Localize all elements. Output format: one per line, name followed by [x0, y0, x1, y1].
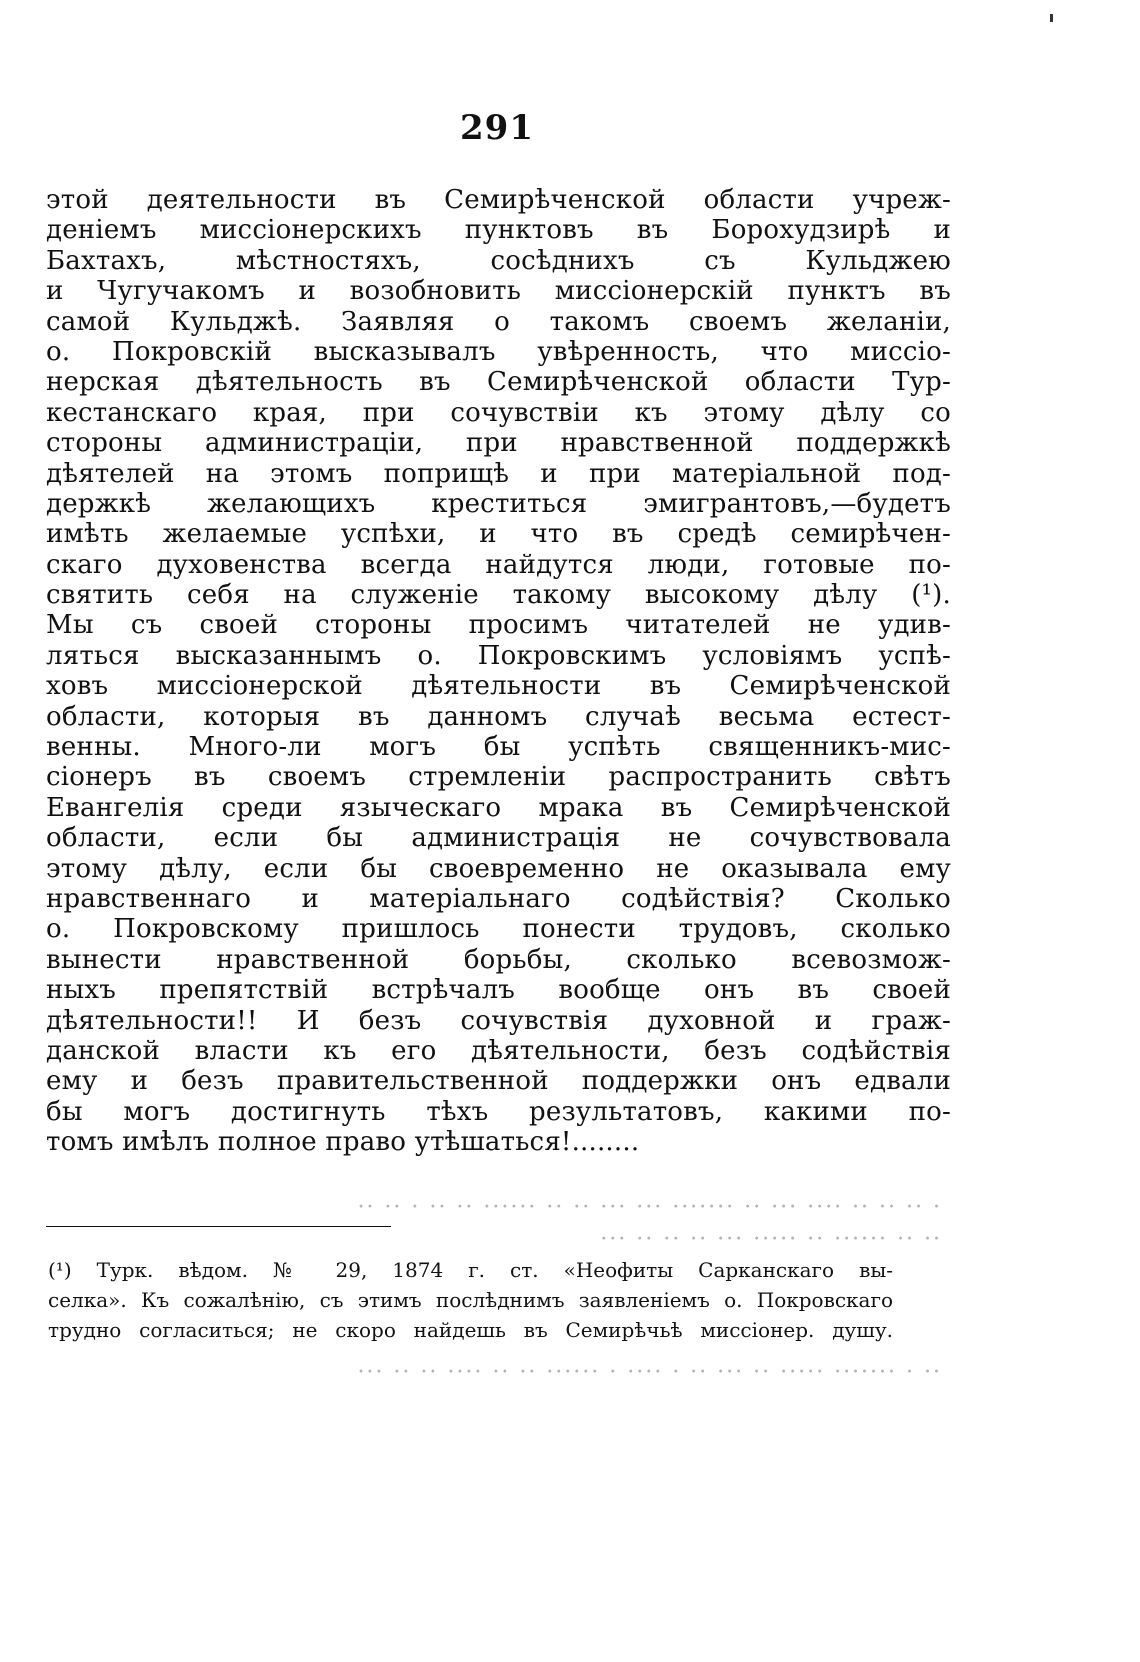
- footnote-line: (¹) Турк. вѣдом. № 29, 1874 г. ст. «Неофиты Сарканскаго вы-: [48, 1258, 893, 1282]
- text-line: Бахтахъ, мѣстностяхъ, сосѣднихъ съ Кульджею: [46, 245, 951, 276]
- text-line: святить себя на служеніе такому высокому дѣлу (¹).: [46, 580, 951, 611]
- text-line: сіонеръ въ своемъ стремленіи распространить свѣтъ: [46, 762, 951, 793]
- text-line: томъ имѣлъ полное право утѣшаться!........: [46, 1127, 640, 1158]
- text-line: держкѣ желающихъ креститься эмигрантовъ,—будетъ: [46, 488, 951, 519]
- text-line: этому дѣлу, если бы своевременно не оказывала ему: [46, 853, 951, 884]
- text-line: ляться высказаннымъ о. Покровскимъ условіямъ успѣ-: [46, 640, 951, 671]
- text-line: дѣятельности!! И безъ сочувствія духовной и граж-: [46, 1005, 951, 1036]
- footnote-rule: [46, 1226, 391, 1227]
- text-line: нравственнаго и матеріальнаго содѣйствія? Сколько: [46, 883, 951, 914]
- text-line: области, если бы администрація не сочувствовала: [46, 823, 951, 854]
- text-line: Мы съ своей стороны просимъ читателей не удив-: [46, 610, 951, 641]
- text-line: стороны администраціи, при нравственной поддержкѣ: [46, 428, 951, 459]
- main-text-block: [46, 185, 951, 1158]
- text-line: о. Покровскому пришлось понести трудовъ, сколько: [46, 914, 951, 945]
- text-line: данской власти къ его дѣятельности, безъ содѣйствія: [46, 1035, 951, 1066]
- text-line: венны. Много-ли могъ бы успѣть священникъ-мис-: [46, 732, 951, 763]
- footnote-block: [48, 1255, 893, 1345]
- footnote-line: селка». Къ сожалѣнію, съ этимъ послѣднимъ заявленіемъ о. Покровскаго: [48, 1288, 893, 1312]
- page-edge-mark: [1050, 14, 1053, 22]
- text-line: самой Кульджѣ. Заявляя о такомъ своемъ желаніи,: [46, 306, 951, 337]
- text-line: ныхъ препятствій встрѣчалъ вообще онъ въ своей: [46, 975, 951, 1006]
- text-line: этой деятельности въ Семирѣченской области учреж-: [46, 185, 951, 215]
- text-line: нерская дѣятельность въ Семирѣченской области Тур-: [46, 367, 951, 398]
- bleed-through-text: ·· · ······· ····· ·· ··· ·· · ···· · ······ ·· ·· ···· ·· ·· ···: [355, 1360, 940, 1385]
- text-line: деніемъ миссіонерскихъ пунктовъ въ Борохудзирѣ и: [46, 215, 951, 246]
- footnote-line: трудно согласиться; не скоро найдешь въ Семирѣчьѣ миссіонер. душу.: [48, 1318, 893, 1342]
- text-line: ему и безъ правительственной поддержки онъ едвали: [46, 1066, 951, 1097]
- text-line: скаго духовенства всегда найдутся люди, готовые по-: [46, 549, 951, 580]
- text-line: имѣть желаемые успѣхи, и что въ средѣ семирѣчен-: [46, 519, 951, 550]
- bleed-through-text: ·· ·· ······ ·· ····· ··· ·· ·· ·· ···: [598, 1227, 940, 1252]
- page-number: 291: [460, 108, 534, 148]
- text-line: ховъ миссіонерской дѣятельности въ Семирѣченской: [46, 671, 951, 702]
- text-line: бы могъ достигнуть тѣхъ результатовъ, какими по-: [46, 1096, 951, 1127]
- text-line: дѣятелей на этомъ поприщѣ и при матеріальной под-: [46, 458, 951, 489]
- text-line: о. Покровскій высказывалъ увѣренность, что миссіо-: [46, 336, 951, 367]
- text-line: кестанскаго края, при сочувствіи къ этому дѣлу со: [46, 397, 951, 428]
- text-line: и Чугучакомъ и возобновить миссіонерскій пунктъ въ: [46, 276, 951, 307]
- text-line: вынести нравственной борьбы, сколько всевозмож-: [46, 944, 951, 975]
- text-line: Евангелія среди языческаго мрака въ Семирѣченской: [46, 792, 951, 823]
- bleed-through-text: · ·· ·· ·· ···· ··· ·· ······· ··· ··· ·· ·· ······ ·· ·· · ·· ··: [355, 1195, 940, 1220]
- text-line: области, которыя въ данномъ случаѣ весьма естест-: [46, 701, 951, 732]
